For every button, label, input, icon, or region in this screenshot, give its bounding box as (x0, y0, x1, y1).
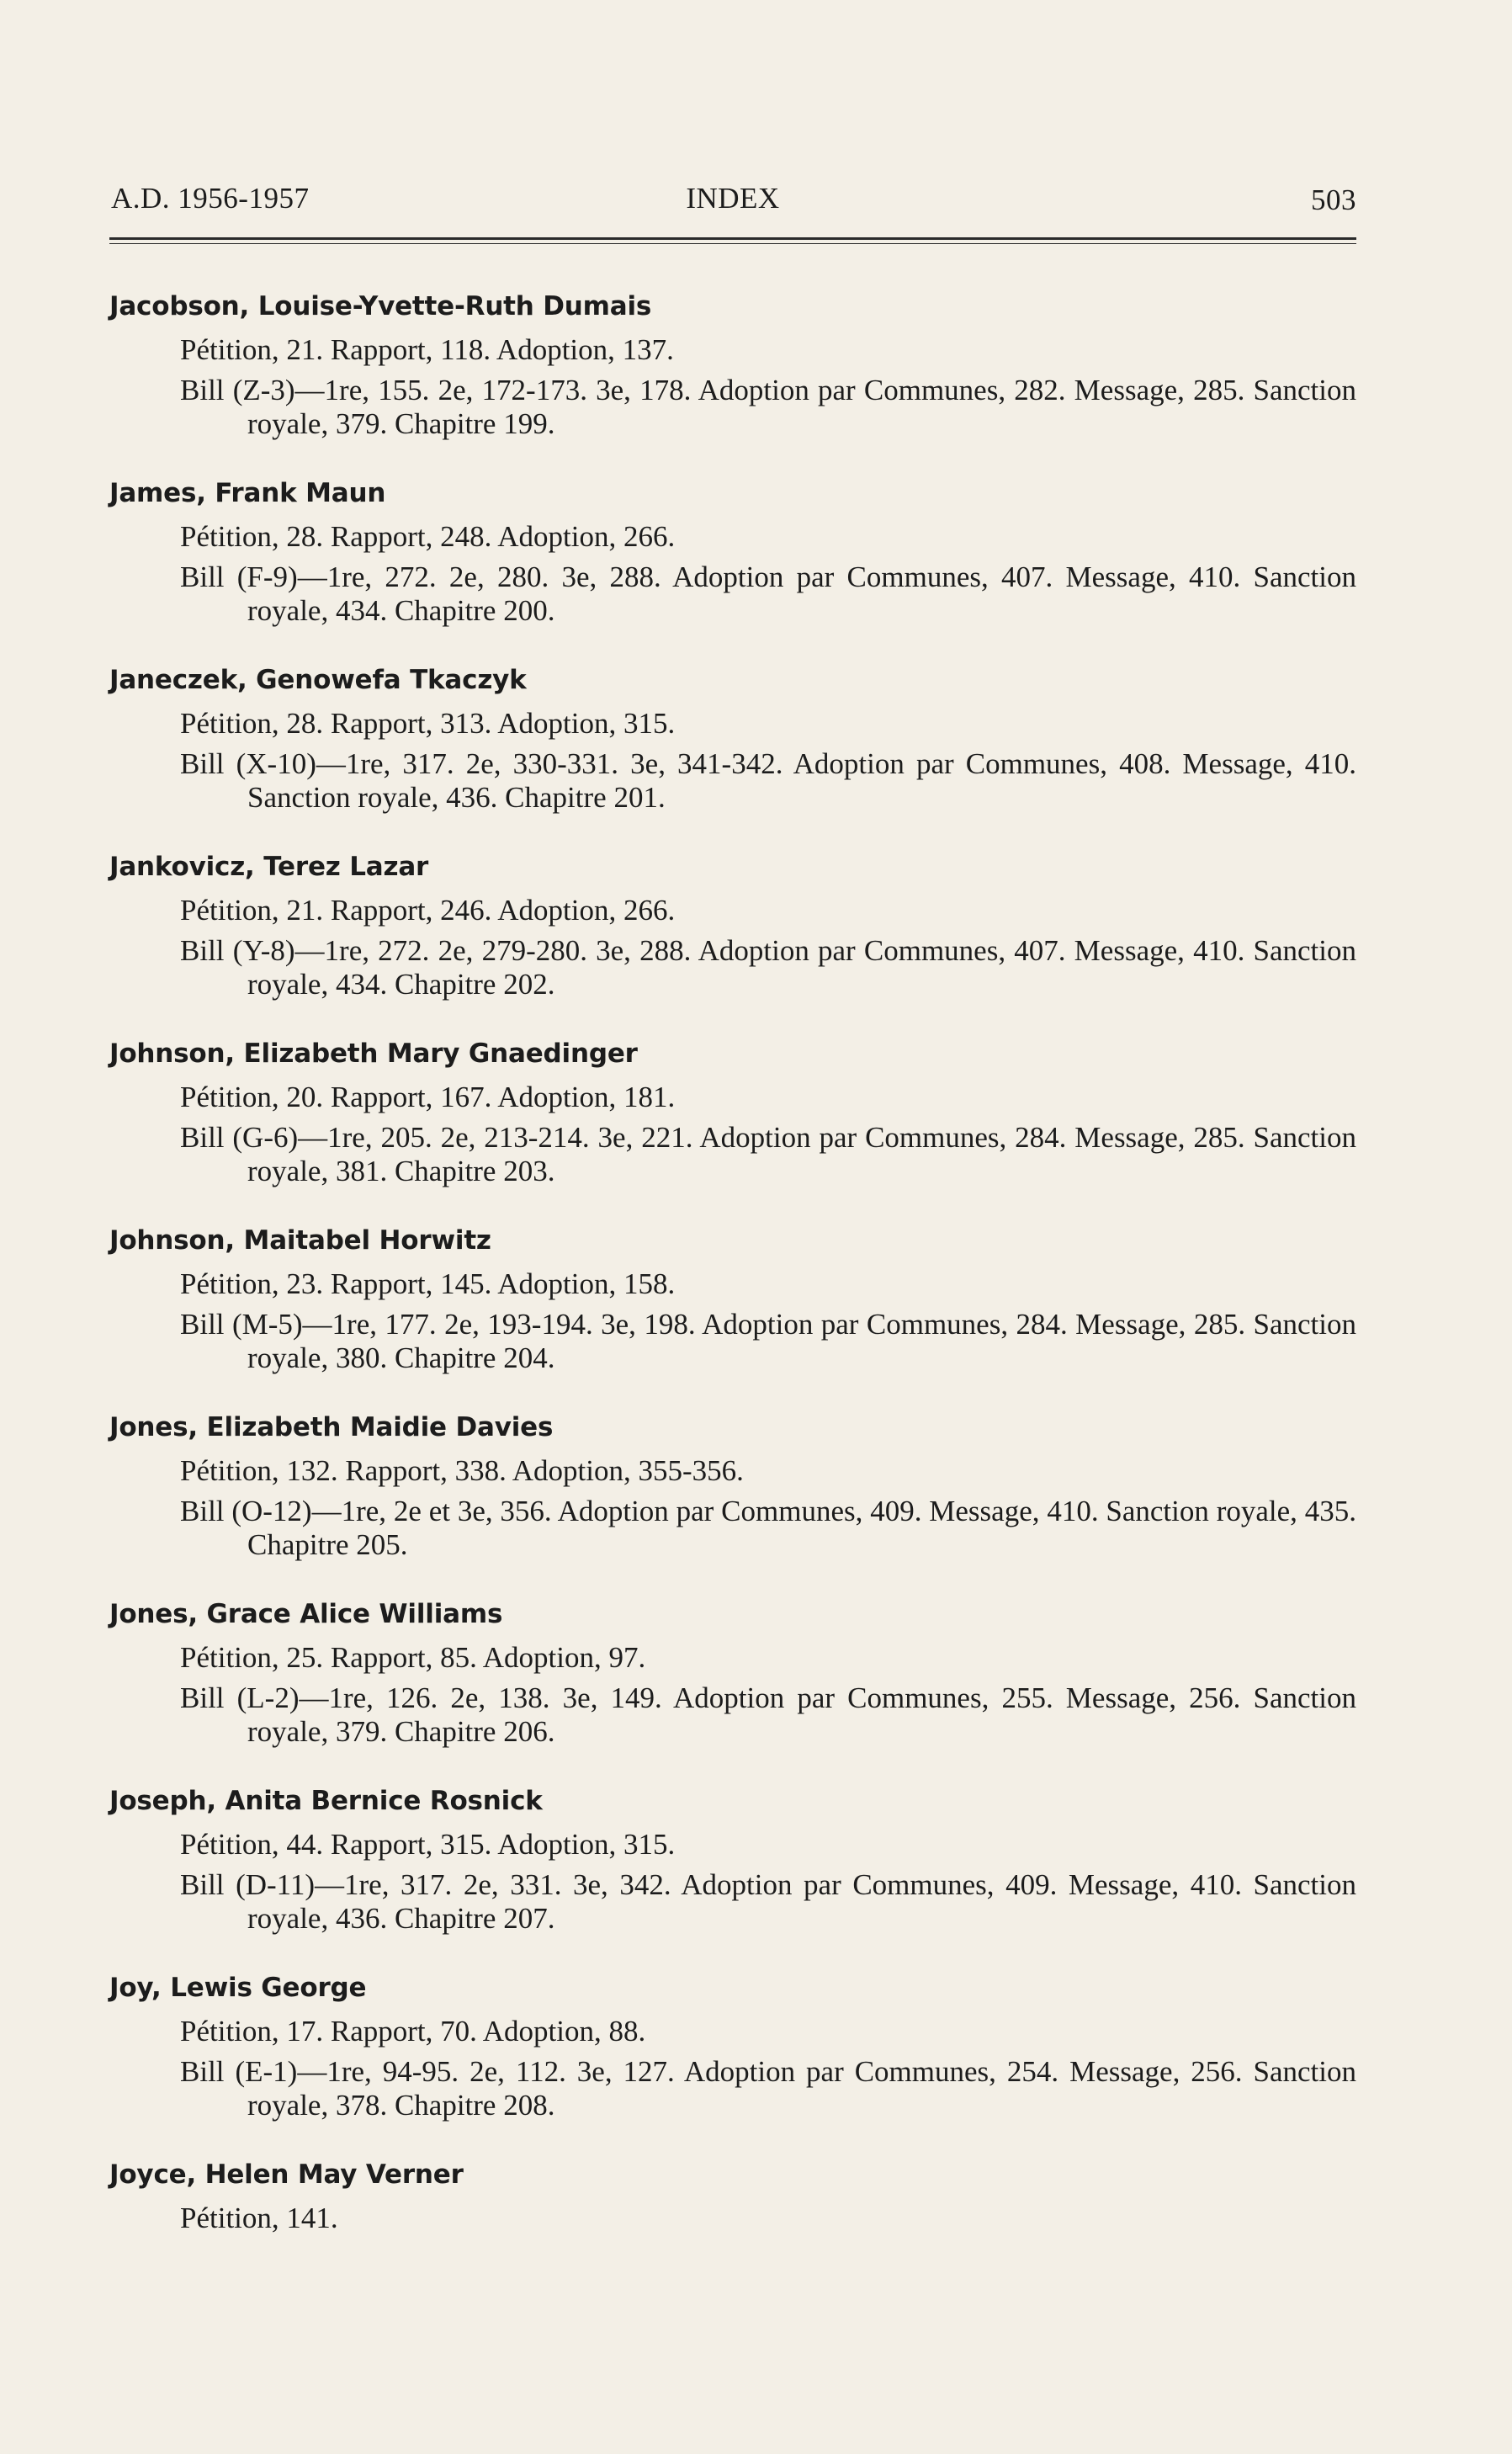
index-entry (109, 1599, 1356, 1749)
entry-name: Jankovicz, Terez Lazar (109, 852, 429, 882)
entry-petition: Pétition, 132. Rapport, 338. Adoption, 355-356. (180, 1454, 744, 1487)
index-entry (109, 665, 1356, 815)
entry-petition: Pétition, 21. Rapport, 118. Adoption, 137. (180, 333, 674, 366)
index-entry (109, 1038, 1356, 1188)
entry-petition: Pétition, 28. Rapport, 248. Adoption, 266. (180, 520, 676, 553)
index-entry (109, 1973, 1356, 2122)
header-rule-thick (109, 237, 1356, 240)
index-page (109, 177, 1356, 2272)
index-entry (109, 852, 1356, 1001)
entry-petition: Pétition, 20. Rapport, 167. Adoption, 181. (180, 1081, 676, 1113)
entry-name: Jones, Elizabeth Maidie Davies (109, 1412, 554, 1442)
entry-name: Joyce, Helen May Verner (109, 2159, 464, 2190)
page-number: 503 (1311, 183, 1356, 216)
header-rule-thin (109, 243, 1356, 244)
index-entry (109, 478, 1356, 628)
header-years: A.D. 1956-1957 (111, 182, 310, 215)
entry-bill: Bill (G-6)—1re, 205. 2e, 213-214. 3e, 221. Adoption par Communes, 284. Message, 285. Sanction royale, 381. Chapitre 203. (180, 1121, 1356, 1187)
header-title: INDEX (686, 182, 780, 215)
index-entries (109, 291, 1356, 2235)
entry-bill: Bill (L-2)—1re, 126. 2e, 138. 3e, 149. Adoption par Communes, 255. Message, 256. Sanction royale, 379. Chapitre 206. (180, 1681, 1356, 1748)
entry-bill: Bill (Y-8)—1re, 272. 2e, 279-280. 3e, 288. Adoption par Communes, 407. Message, 410. Sanction royale, 434. Chapitre 202. (180, 934, 1356, 1001)
entry-name: Joseph, Anita Bernice Rosnick (109, 1786, 543, 1816)
index-entry (109, 1225, 1356, 1375)
entry-bill: Bill (D-11)—1re, 317. 2e, 331. 3e, 342. Adoption par Communes, 409. Message, 410. Sanction royale, 436. Chapitre 207. (180, 1868, 1356, 1935)
entry-name: Janeczek, Genowefa Tkaczyk (109, 665, 527, 695)
entry-bill: Bill (O-12)—1re, 2e et 3e, 356. Adoption par Communes, 409. Message, 410. Sanction royale, 435. Chapitre 205. (180, 1495, 1356, 1561)
index-entry (109, 1786, 1356, 1936)
entry-name: Johnson, Elizabeth Mary Gnaedinger (109, 1038, 638, 1069)
entry-petition: Pétition, 25. Rapport, 85. Adoption, 97. (180, 1641, 646, 1674)
entry-name: Joy, Lewis George (109, 1973, 367, 2003)
entry-bill: Bill (F-9)—1re, 272. 2e, 280. 3e, 288. Adoption par Communes, 407. Message, 410. Sanction royale, 434. Chapitre 200. (180, 560, 1356, 627)
entry-bill: Bill (M-5)—1re, 177. 2e, 193-194. 3e, 198. Adoption par Communes, 284. Message, 285. Sanction royale, 380. Chapitre 204. (180, 1308, 1356, 1374)
index-entry (109, 2159, 1356, 2235)
index-entry (109, 1412, 1356, 1562)
entry-petition: Pétition, 141. (180, 2202, 338, 2234)
entry-petition: Pétition, 23. Rapport, 145. Adoption, 158. (180, 1267, 676, 1300)
entry-petition: Pétition, 28. Rapport, 313. Adoption, 315. (180, 707, 676, 740)
entry-name: James, Frank Maun (109, 478, 386, 508)
entry-bill: Bill (E-1)—1re, 94-95. 2e, 112. 3e, 127. Adoption par Communes, 254. Message, 256. Sanction royale, 378. Chapitre 208. (180, 2055, 1356, 2122)
entry-petition: Pétition, 44. Rapport, 315. Adoption, 315. (180, 1828, 676, 1861)
entry-bill: Bill (Z-3)—1re, 155. 2e, 172-173. 3e, 178. Adoption par Communes, 282. Message, 285. Sanction royale, 379. Chapitre 199. (180, 374, 1356, 440)
running-head (109, 177, 1356, 219)
entry-name: Jones, Grace Alice Williams (109, 1599, 503, 1629)
entry-name: Johnson, Maitabel Horwitz (109, 1225, 491, 1256)
entry-name: Jacobson, Louise-Yvette-Ruth Dumais (109, 291, 652, 321)
entry-petition: Pétition, 17. Rapport, 70. Adoption, 88. (180, 2015, 646, 2048)
index-entry (109, 291, 1356, 441)
entry-petition: Pétition, 21. Rapport, 246. Adoption, 266. (180, 894, 676, 927)
entry-bill: Bill (X-10)—1re, 317. 2e, 330-331. 3e, 341-342. Adoption par Communes, 408. Message, 410. Sanction royale, 436. Chapitre 201. (180, 747, 1356, 814)
